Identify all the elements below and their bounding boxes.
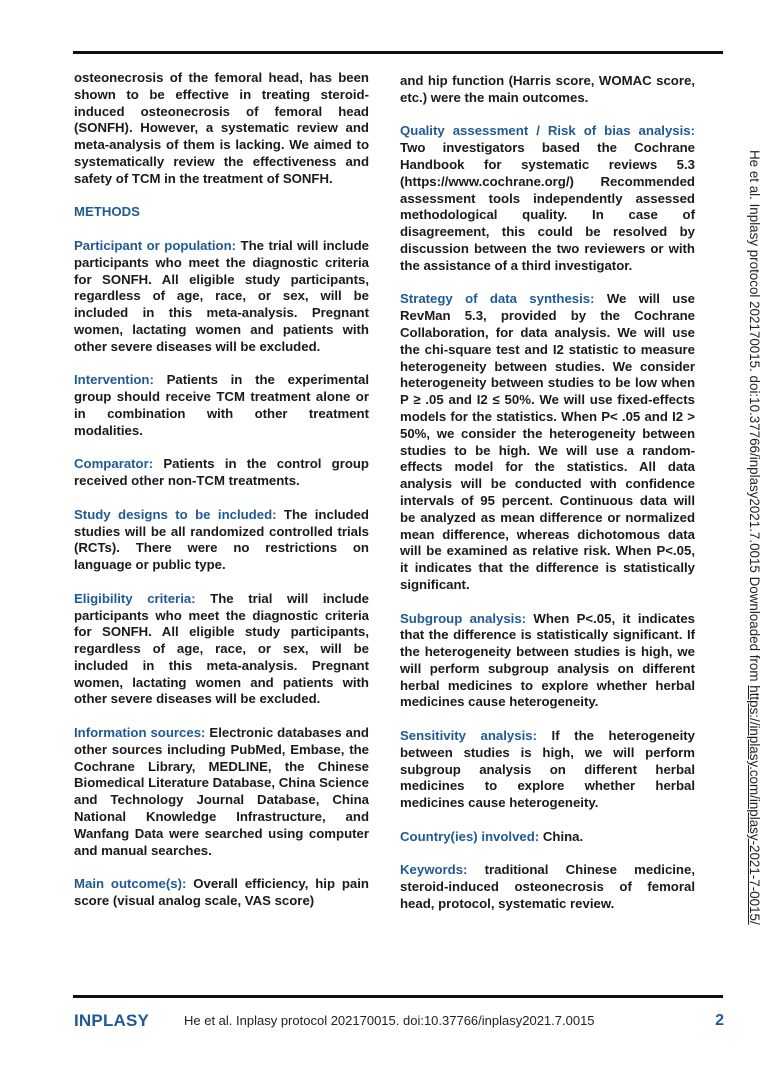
section-text: traditional Chinese medicine, steroid-induced osteonecrosis of femoral head, protocol, systematic review.: [400, 862, 695, 912]
section-text: Patients in the control group received other non-TCM treatments.: [74, 456, 369, 489]
section-sensitivity-analysis: [400, 728, 695, 812]
side-margin-citation: [744, 150, 762, 925]
section-label: Main outcome(s):: [74, 876, 187, 892]
side-citation-text: He et al. Inplasy protocol 202170015. doi:10.37766/inplasy2021.7.0015 Downloaded from: [747, 150, 762, 686]
section-text: We will use RevMan 5.3, provided by the Cochrane Collaboration, for data analysis. We will use the chi-square test and I2 statistic to measure heterogeneity between studies. We consider heterogeneity between studies to be low when P ≥ .05 and I2 ≤ 50%. We will use fixed-effects models for the statistics. When P< .05 and I2 > 50%, we consider the heterogeneity between studies to be high. We will use a random-effects model for the statistics. All data analysis will be conducted with confidence intervals of 95 percent. Continuous data will be analyzed as mean difference or normalized mean difference, whereas dichotomous data will be examined as relative risk. When P<.05, it indicates that the difference is statistically significant.: [400, 291, 695, 592]
footer-rule: [73, 995, 723, 998]
footer-citation: He et al. Inplasy protocol 202170015. doi:10.37766/inplasy2021.7.0015: [184, 1013, 595, 1028]
section-subgroup-analysis: [400, 611, 695, 712]
section-text: Two investigators based the Cochrane Handbook for systematic reviews 5.3 (https://www.cochrane.org/) Recommended assessment tools independently assessed methodological quality. In case of disagreement, this could be resolved by discussion between the two reviewers or with the assistance of a third investigator.: [400, 140, 695, 273]
section-text: Overall efficiency, hip pain score (visual analog scale, VAS score): [74, 876, 369, 909]
section-main-outcomes: [74, 876, 369, 910]
section-label: Quality assessment / Risk of bias analysis:: [400, 123, 695, 139]
left-column: [74, 70, 369, 927]
section-label: Strategy of data synthesis:: [400, 291, 595, 307]
methods-heading: METHODS: [74, 204, 140, 220]
section-label: Participant or population:: [74, 237, 237, 253]
section-eligibility: [74, 591, 369, 709]
section-quality-assessment: [400, 123, 695, 274]
header-rule: [73, 51, 723, 54]
intro-paragraph: osteonecrosis of the femoral head, has been shown to be effective in treating steroid-induced osteonecrosis of femoral head (SONFH). However, a systematic review and meta-analysis of them is lacking. We aimed to systematically review the effectiveness and safety of TCM in the treatment of SONFH.: [74, 70, 369, 186]
section-label: Information sources:: [74, 725, 206, 741]
section-label: Keywords:: [400, 862, 468, 878]
section-data-synthesis: [400, 291, 695, 593]
right-column: [400, 73, 695, 930]
section-keywords: [400, 862, 695, 912]
section-text: When P<.05, it indicates that the difference is statistically significant. If the heterogeneity between studies is high, we will perform subgroup analysis on different herbal medicines to explore whether herbal medicines cause heterogeneity.: [400, 610, 695, 710]
section-text: The trial will include participants who meet the diagnostic criteria for SONFH. All eligible study participants, regardless of age, race, or sex, will be included in this meta-analysis. Pregnant women, lactating women and patients with other severe diseases will be excluded.: [74, 237, 369, 354]
section-label: Sensitivity analysis:: [400, 728, 537, 744]
section-information-sources: [74, 725, 369, 859]
section-countries: [400, 829, 695, 846]
section-intervention: [74, 372, 369, 439]
brand-logo: INPLASY: [74, 1011, 150, 1030]
section-text: If the heterogeneity between studies is high, we will perform subgroup analysis on different herbal medicines to explore whether herbal medicines cause heterogeneity.: [400, 728, 695, 811]
section-study-designs: [74, 507, 369, 574]
download-source-link[interactable]: https://inplasy.com/inplasy-2021-7-0015/: [747, 685, 762, 925]
section-label: Eligibility criteria:: [74, 590, 196, 606]
continuation-paragraph: and hip function (Harris score, WOMAC score, etc.) were the main outcomes.: [400, 73, 695, 105]
section-participant: [74, 238, 369, 356]
section-label: Comparator:: [74, 456, 154, 472]
section-text: The included studies will be all randomized controlled trials (RCTs). There were no restrictions on language or public type.: [74, 506, 369, 573]
footer: [74, 1010, 724, 1034]
section-text: The trial will include participants who meet the diagnostic criteria for SONFH. All eligible study participants, regardless of age, race, or sex, will be included in this meta-analysis. Pregnant women, lactating women and patients with other severe diseases will be excluded.: [74, 590, 369, 707]
section-text: Patients in the experimental group should receive TCM treatment alone or in combination with other treatment modalities.: [74, 372, 369, 438]
section-label: Intervention:: [74, 372, 154, 388]
section-text: Electronic databases and other sources including PubMed, Embase, the Cochrane Library, MEDLINE, the Chinese Biomedical Literature Database, China Science and Technology Journal Database, China National Knowledge Infrastructure, and Wanfang Data were searched using computer and manual searches.: [74, 725, 369, 858]
section-label: Study designs to be included:: [74, 506, 277, 522]
section-text: China.: [539, 828, 584, 844]
section-label: Country(ies) involved:: [400, 828, 540, 844]
page-number: 2: [715, 1012, 724, 1029]
section-label: Subgroup analysis:: [400, 610, 527, 626]
section-comparator: [74, 456, 369, 490]
